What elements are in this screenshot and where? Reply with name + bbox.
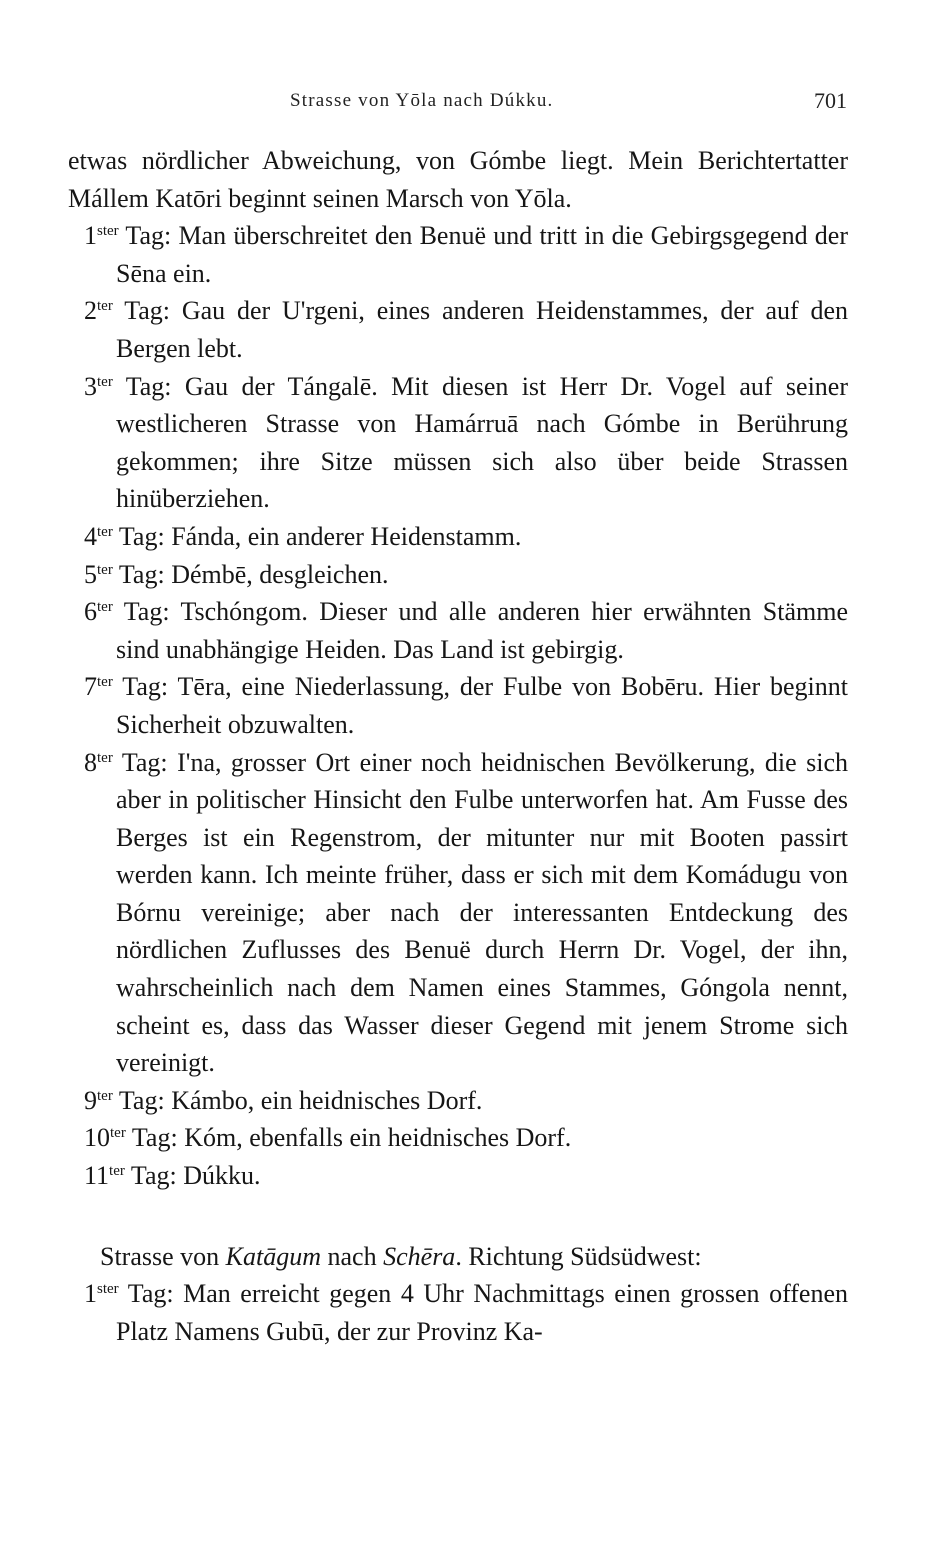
route-entry (68, 556, 848, 594)
day-number: 1 (84, 1279, 97, 1309)
page-header (0, 90, 930, 120)
entry-text: Tag: Démbē, desgleichen. (118, 559, 389, 589)
entry-text: Tag: Man überschreitet den Benuë und tritt in die Gebirgsgegend der Sēna ein. (116, 221, 848, 288)
route-entry (68, 1275, 848, 1350)
day-suffix: ter (97, 523, 113, 540)
day-number: 5 (84, 559, 97, 589)
entry-text: Tag: Man erreicht gegen 4 Uhr Nachmittags einen grossen offenen Platz Namens Gubū, der zur Provinz Ka- (116, 1279, 849, 1346)
entry-text: Tag: Tschóngom. Dieser und alle anderen hier erwähnten Stämme sind unabhängige Heiden. Das Land ist gebirgig. (116, 597, 849, 664)
entry-text: Tag: Gau der Tángalē. Mit diesen ist Herr Dr. Vogel auf seiner westlicheren Strasse von Hamárruā nach Gómbe in Berührung gekommen; ihre Sitze müssen sich also über beide Strassen hinüberziehen. (116, 371, 848, 514)
entry-text: Tag: I'na, grosser Ort einer noch heidnischen Bevölkerung, die sich aber in politischer Hinsicht den Fulbe unterworfen hat. Am Fusse des Berges ist ein Regenstrom, der mitunter nur mit Booten passirt werden kann. Ich meinte früher, dass er sich mit dem Komádugu von Bórnu vereinige; aber nach der interessanten Entdeckung des nördlichen Zuflusses des Benuë durch Herrn Dr. Vogel, der ihn, wahrscheinlich nach dem Namen eines Stammes, Góngola nennt, scheint es, dass das Wasser dieser Gegend mit jenem Strome sich vereinigt. (116, 747, 848, 1078)
heading-lead: Strasse von (100, 1241, 220, 1271)
entry-text: Tag: Kámbo, ein heidnisches Dorf. (118, 1085, 483, 1115)
route-heading-katagum-schera (68, 1238, 848, 1276)
day-suffix: ster (97, 223, 119, 240)
running-title: Strasse von Yōla nach Dúkku. (290, 90, 554, 111)
day-number: 6 (84, 597, 97, 627)
entry-text: Tag: Kóm, ebenfalls ein heidnisches Dorf. (131, 1123, 572, 1153)
day-number: 7 (84, 672, 97, 702)
route-list-katagum-schera (68, 1275, 848, 1350)
heading-mid: nach (327, 1241, 377, 1271)
page-number: 701 (814, 88, 847, 113)
place-to: Schēra (383, 1241, 456, 1271)
entry-text: Tag: Tēra, eine Niederlassung, der Fulbe von Bobēru. Hier beginnt Sicherheit obzuwalten. (116, 672, 849, 739)
day-number: 10 (84, 1123, 110, 1153)
day-suffix: ter (97, 1087, 113, 1104)
day-suffix: ter (97, 561, 113, 578)
day-suffix: ter (97, 749, 113, 766)
day-suffix: ter (97, 599, 113, 616)
day-suffix: ter (110, 1125, 126, 1142)
day-number: 1 (84, 221, 97, 251)
route-entry (68, 368, 848, 518)
day-suffix: ter (97, 298, 113, 315)
intro-paragraph: etwas nördlicher Abweichung, von Gómbe liegt. Mein Berichtertatter Mállem Katōri beginnt seinen Marsch von Yōla. (68, 146, 848, 213)
day-number: 9 (84, 1085, 97, 1115)
section-gap (68, 1195, 848, 1238)
day-number: 2 (84, 296, 97, 326)
route-list-yola-dukku (68, 217, 848, 1194)
day-number: 4 (84, 521, 97, 551)
route-entry (68, 1082, 848, 1120)
day-number: 3 (84, 371, 97, 401)
entry-text: Tag: Fánda, ein anderer Heidenstamm. (118, 521, 522, 551)
route-entry (68, 593, 848, 668)
day-suffix: ster (97, 1281, 119, 1298)
route-entry (68, 668, 848, 743)
route-entry (68, 744, 848, 1082)
route-entry (68, 1157, 848, 1195)
day-number: 8 (84, 747, 97, 777)
route-entry (68, 292, 848, 367)
day-suffix: ter (109, 1163, 125, 1180)
entry-text: Tag: Dúkku. (130, 1161, 261, 1191)
page-body (68, 142, 848, 1350)
route-entry (68, 217, 848, 292)
heading-tail: . Richtung Südsüdwest: (455, 1241, 702, 1271)
place-from: Katāgum (225, 1241, 322, 1271)
entry-text: Tag: Gau der U'rgeni, eines anderen Heidenstammes, der auf den Bergen lebt. (116, 296, 849, 363)
day-suffix: ter (97, 674, 113, 691)
route-entry (68, 1119, 848, 1157)
route-entry (68, 518, 848, 556)
day-suffix: ter (97, 373, 113, 390)
day-number: 11 (84, 1161, 110, 1191)
